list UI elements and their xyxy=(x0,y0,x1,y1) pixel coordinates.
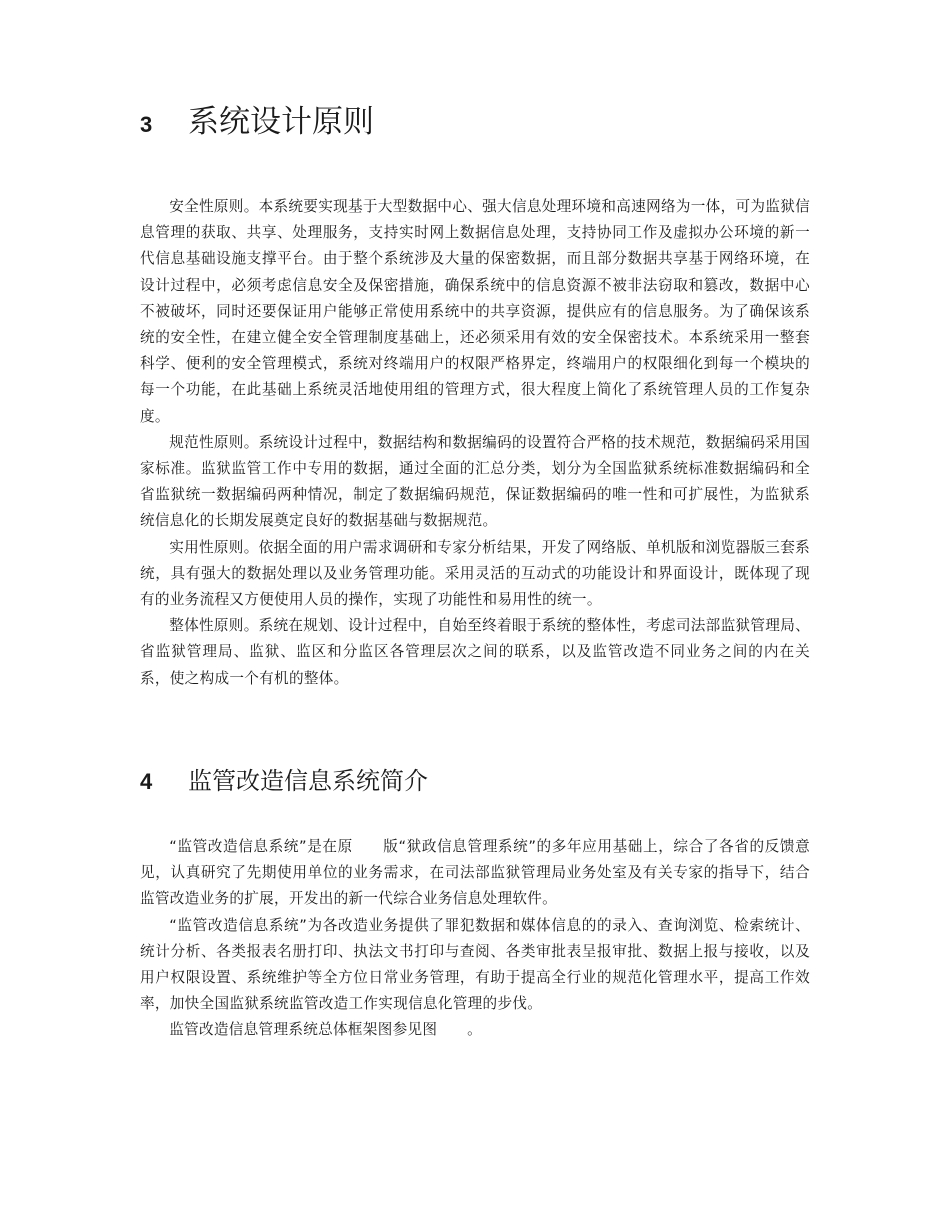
section-4-title: 监管改造信息系统简介 xyxy=(188,767,428,795)
section-3-number: 3 xyxy=(140,112,153,137)
section-4-number: 4 xyxy=(140,769,153,794)
section-4-heading xyxy=(140,761,820,796)
paragraph-standardization-principle: 规范性原则。系统设计过程中，数据结构和数据编码的设置符合严格的技术规范，数据编码采用国家标准。监狱监管工作中专用的数据，通过全面的汇总分类，划分为全国监狱系统标准数据编码和全省监狱统一数据编码两种情况，制定了数据编码规范，保证数据编码的唯一性和可扩展性，为监狱系统信息化的长期发展奠定良好的数据基础与数据规范。 xyxy=(140,433,810,530)
paragraph-integrity-principle: 整体性原则。系统在规划、设计过程中，自始至终着眼于系统的整体性，考虑司法部监狱管理局、省监狱管理局、监狱、监区和分监区各管理层次之间的联系，以及监管改造不同业务之间的内在关系，使之构成一个有机的整体。 xyxy=(140,617,810,687)
paragraph-practicality-principle: 实用性原则。依据全面的用户需求调研和专家分析结果，开发了网络版、单机版和浏览器版三套系统，具有强大的数据处理以及业务管理功能。采用灵活的互动式的功能设计和界面设计，既体现了现有的业务流程又方便使用人员的操作，实现了功能性和易用性的统一。 xyxy=(140,538,810,609)
section-4-body xyxy=(140,834,810,1044)
section-3-title: 系统设计原则 xyxy=(188,104,374,140)
paragraph-security-principle: 安全性原则。本系统要实现基于大型数据中心、强大信息处理环境和高速网络为一体，可为监狱信息管理的获取、共享、处理服务，支持实时网上数据信息处理，支持协同工作及虚拟办公环境的新一代信息基础设施支撑平台。由于整个系统涉及大量的保密数据，而且部分数据共享基于网络环境，在设计过程中，必须考虑信息安全及保密措施，确保系统中的信息资源不被非法窃取和篡改，数据中心不被破坏，同时还要保证用户能够正常使用系统中的共享资源，提供应有的信息服务。为了确保该系统的安全性，在建立健全安全管理制度基础上，还必须采用有效的安全保密技术。本系统采用一整套科学、便利的安全管理模式，系统对终端用户的权限严格界定，终端用户的权限细化到每一个模块的每一个功能，在此基础上系统灵活地使用组的管理方式，很大程度上简化了系统管理人员的工作复杂度。 xyxy=(140,198,810,425)
section-3-heading xyxy=(140,96,820,141)
paragraph-system-origin: “监管改造信息系统”是在原 版“狱政信息管理系统”的多年应用基础上，综合了各省的反馈意见，认真研究了先期使用单位的业务需求，在司法部监狱管理局业务处室及有关专家的指导下，结合监管改造业务的扩展，开发出的新一代综合业务信息处理软件。 xyxy=(140,838,810,908)
paragraph-system-features: “监管改造信息系统”为各改造业务提供了罪犯数据和媒体信息的的录入、查询浏览、检索统计、统计分析、各类报表名册打印、执法文书打印与查阅、各类审批表呈报审批、数据上报与接收，以及用户权限设置、系统维护等全方位日常业务管理，有助于提高全行业的规范化管理水平，提高工作效率，加快全国监狱系统监管改造工作实现信息化管理的步伐。 xyxy=(140,916,810,1013)
section-3-body xyxy=(140,194,810,692)
paragraph-framework-reference: 监管改造信息管理系统总体框架图参见图 。 xyxy=(169,1021,482,1039)
